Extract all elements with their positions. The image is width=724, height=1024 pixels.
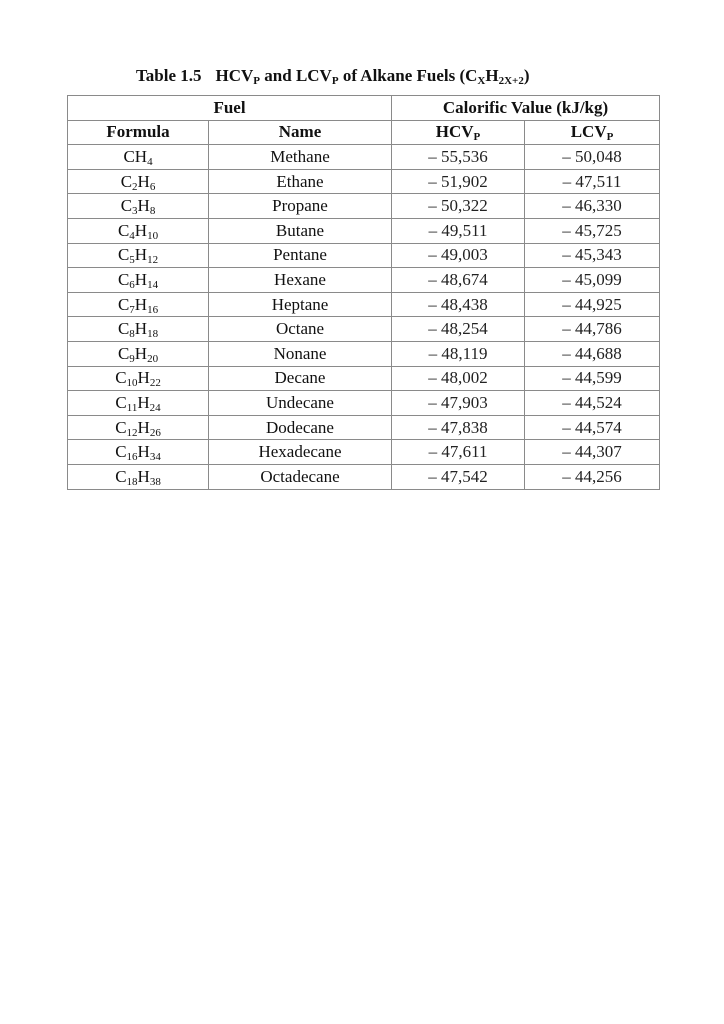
table-row <box>68 391 660 416</box>
lcv-cell: – 45,725 <box>525 218 660 243</box>
formula-h-count: 14 <box>147 278 159 291</box>
formula-c-count: 7 <box>129 303 135 316</box>
caption-title-hcv: HCV <box>215 66 254 85</box>
formula-cell <box>68 145 209 170</box>
formula-c-count: 10 <box>126 377 138 390</box>
formula-c: C <box>115 368 127 388</box>
formula-c: C <box>117 220 130 240</box>
name-cell: Undecane <box>209 391 392 416</box>
table-row <box>68 341 660 366</box>
header-lcv <box>525 120 660 145</box>
formula-c-count: 9 <box>129 352 135 365</box>
lcv-cell: – 44,256 <box>525 464 660 489</box>
table-row <box>68 169 660 194</box>
lcv-cell: – 50,048 <box>525 145 660 170</box>
lcv-cell: – 44,786 <box>525 317 660 342</box>
formula-c-count: 5 <box>129 254 135 267</box>
formula-h-count: 16 <box>147 303 159 316</box>
formula-cell <box>68 268 209 293</box>
lcv-cell: – 44,574 <box>525 415 660 440</box>
table-row <box>68 218 660 243</box>
formula-cell <box>68 317 209 342</box>
alkane-fuels-table <box>67 95 660 490</box>
caption-sub-p2: P <box>331 75 339 87</box>
hcv-cell: – 47,838 <box>392 415 525 440</box>
header-row-columns <box>68 120 660 145</box>
formula-h: H <box>137 466 150 486</box>
hcv-cell: – 55,536 <box>392 145 525 170</box>
lcv-cell: – 44,524 <box>525 391 660 416</box>
formula-h: H <box>134 220 148 240</box>
formula-h-count: 8 <box>149 205 156 218</box>
table-row <box>68 145 660 170</box>
table-caption <box>136 66 530 86</box>
header-hcv-sub: P <box>473 131 481 144</box>
table-body <box>68 145 660 489</box>
formula-h: H <box>137 368 150 388</box>
hcv-cell: – 48,119 <box>392 341 525 366</box>
hcv-cell: – 48,002 <box>392 366 525 391</box>
formula-c: C <box>117 294 130 314</box>
name-cell: Hexadecane <box>209 440 392 465</box>
header-calorific-value: Calorific Value (kJ/kg) <box>392 96 660 121</box>
header-name: Name <box>209 120 392 145</box>
formula-c: C <box>115 392 127 412</box>
hcv-cell: – 51,902 <box>392 169 525 194</box>
formula-c-count: 8 <box>129 328 135 341</box>
hcv-cell: – 47,903 <box>392 391 525 416</box>
formula-h-count: 26 <box>149 426 161 439</box>
formula-h-count: 38 <box>149 475 161 488</box>
formula-h: H <box>134 294 148 314</box>
caption-close: ) <box>523 66 530 85</box>
formula-h-count: 34 <box>149 451 161 464</box>
name-cell: Pentane <box>209 243 392 268</box>
header-lcv-sub: P <box>606 131 614 144</box>
header-hcv <box>392 120 525 145</box>
header-fuel: Fuel <box>68 96 392 121</box>
hcv-cell: – 49,003 <box>392 243 525 268</box>
lcv-cell: – 44,599 <box>525 366 660 391</box>
table-row <box>68 194 660 219</box>
name-cell: Ethane <box>209 169 392 194</box>
hcv-cell: – 50,322 <box>392 194 525 219</box>
lcv-cell: – 47,511 <box>525 169 660 194</box>
formula-h: H <box>134 343 148 363</box>
formula-c-count: 12 <box>126 426 138 439</box>
formula-c: C <box>117 319 130 339</box>
formula-h-count: 22 <box>149 377 161 390</box>
lcv-cell: – 45,343 <box>525 243 660 268</box>
name-cell: Heptane <box>209 292 392 317</box>
formula-c-count: 2 <box>132 180 138 193</box>
name-cell: Dodecane <box>209 415 392 440</box>
header-hcv-label: HCV <box>435 122 474 142</box>
formula-cell <box>68 194 209 219</box>
hcv-cell: – 47,611 <box>392 440 525 465</box>
formula-cell <box>68 341 209 366</box>
formula-c-count: 11 <box>126 401 138 414</box>
table-number: Table 1.5 <box>136 66 202 85</box>
hcv-cell: – 48,438 <box>392 292 525 317</box>
caption-sub-2x2: 2X+2 <box>498 75 524 87</box>
name-cell: Decane <box>209 366 392 391</box>
lcv-cell: – 45,099 <box>525 268 660 293</box>
name-cell: Nonane <box>209 341 392 366</box>
formula-c-count: 16 <box>126 451 138 464</box>
formula-c: C <box>123 146 135 166</box>
formula-c: C <box>117 343 130 363</box>
formula-h: H <box>134 269 148 289</box>
caption-title-lcv: and LCV <box>260 66 332 85</box>
hcv-cell: – 48,254 <box>392 317 525 342</box>
formula-c-count: 18 <box>126 475 138 488</box>
table-row <box>68 268 660 293</box>
formula-h-count: 4 <box>147 155 153 168</box>
formula-cell <box>68 391 209 416</box>
formula-h: H <box>137 171 150 191</box>
header-formula: Formula <box>68 120 209 145</box>
formula-h: H <box>134 146 148 166</box>
formula-c-count: 3 <box>132 205 138 218</box>
caption-h: H <box>485 66 499 85</box>
formula-cell <box>68 415 209 440</box>
caption-sub-p1: P <box>253 75 261 87</box>
caption-sub-x: X <box>477 75 486 87</box>
formula-h: H <box>137 392 150 412</box>
formula-cell <box>68 366 209 391</box>
formula-cell <box>68 440 209 465</box>
formula-cell <box>68 292 209 317</box>
name-cell: Octadecane <box>209 464 392 489</box>
formula-c: C <box>115 442 127 462</box>
lcv-cell: – 44,307 <box>525 440 660 465</box>
table-row <box>68 415 660 440</box>
table-row <box>68 464 660 489</box>
name-cell: Butane <box>209 218 392 243</box>
formula-h-count: 18 <box>147 328 159 341</box>
formula-h-count: 6 <box>149 180 156 193</box>
formula-h-count: 12 <box>147 254 159 267</box>
formula-c: C <box>120 171 133 191</box>
hcv-cell: – 49,511 <box>392 218 525 243</box>
formula-c: C <box>120 196 133 216</box>
formula-c: C <box>115 466 127 486</box>
lcv-cell: – 44,925 <box>525 292 660 317</box>
formula-h: H <box>137 196 150 216</box>
header-lcv-label: LCV <box>570 122 607 142</box>
formula-h-count: 20 <box>147 352 159 365</box>
name-cell: Methane <box>209 145 392 170</box>
table-row <box>68 366 660 391</box>
formula-cell <box>68 243 209 268</box>
hcv-cell: – 48,674 <box>392 268 525 293</box>
name-cell: Octane <box>209 317 392 342</box>
table-row <box>68 317 660 342</box>
hcv-cell: – 47,542 <box>392 464 525 489</box>
name-cell: Propane <box>209 194 392 219</box>
caption-title-rest: of Alkane Fuels (C <box>338 66 478 85</box>
formula-h: H <box>134 319 148 339</box>
formula-cell <box>68 218 209 243</box>
formula-h: H <box>137 442 150 462</box>
formula-cell <box>68 464 209 489</box>
formula-c: C <box>115 417 127 437</box>
formula-c: C <box>117 245 130 265</box>
formula-cell <box>68 169 209 194</box>
header-row-group <box>68 96 660 121</box>
formula-c-count: 4 <box>129 229 135 242</box>
formula-h-count: 10 <box>147 229 159 242</box>
formula-c-count: 6 <box>129 278 135 291</box>
lcv-cell: – 46,330 <box>525 194 660 219</box>
formula-h: H <box>134 245 148 265</box>
table-row <box>68 243 660 268</box>
formula-h: H <box>137 417 150 437</box>
formula-h-count: 24 <box>149 401 161 414</box>
table-row <box>68 440 660 465</box>
table-row <box>68 292 660 317</box>
formula-c: C <box>117 269 130 289</box>
name-cell: Hexane <box>209 268 392 293</box>
lcv-cell: – 44,688 <box>525 341 660 366</box>
